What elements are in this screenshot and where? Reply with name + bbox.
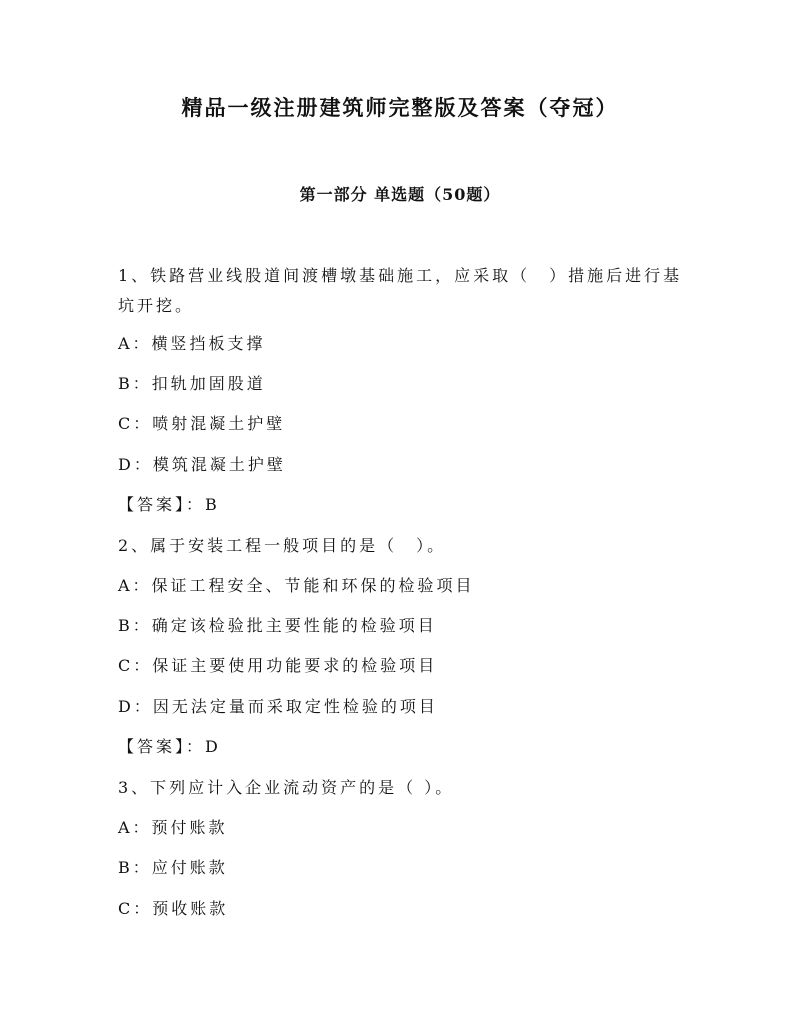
- section-title: 第一部分 单选题（50题）: [299, 185, 501, 204]
- question-1-option-a: A：横竖挡板支撑: [118, 334, 266, 353]
- question-2-option-c: C：保证主要使用功能要求的检验项目: [118, 656, 438, 675]
- question-1-option-b: B：扣轨加固股道: [118, 374, 266, 393]
- question-2-option-a: A：保证工程安全、节能和环保的检验项目: [118, 576, 475, 595]
- document-title: 精品一级注册建筑师完整版及答案（夺冠）: [181, 95, 619, 120]
- question-3-option-a: A：预付账款: [118, 818, 228, 837]
- question-1-stem: 1、铁路营业线股道间渡槽墩基础施工，应采取（ ）措施后进行基坑开挖。: [118, 266, 683, 315]
- question-1-option-d: D：模筑混凝土护壁: [118, 455, 286, 474]
- question-3-option-b: B：应付账款: [118, 858, 228, 877]
- question-1-answer: 【答案】：B: [118, 495, 220, 514]
- question-3-option-c: C：预收账款: [118, 899, 229, 918]
- question-2-option-b: B：确定该检验批主要性能的检验项目: [118, 616, 437, 635]
- question-2-answer: 【答案】：D: [118, 737, 221, 756]
- question-2-option-d: D：因无法定量而采取定性检验的项目: [118, 697, 438, 716]
- question-2-stem: 2、属于安装工程一般项目的是（ ）。: [118, 536, 447, 555]
- question-3-stem: 3、下列应计入企业流动资产的是（ ）。: [118, 778, 455, 797]
- question-1-option-c: C：喷射混凝土护壁: [118, 414, 286, 433]
